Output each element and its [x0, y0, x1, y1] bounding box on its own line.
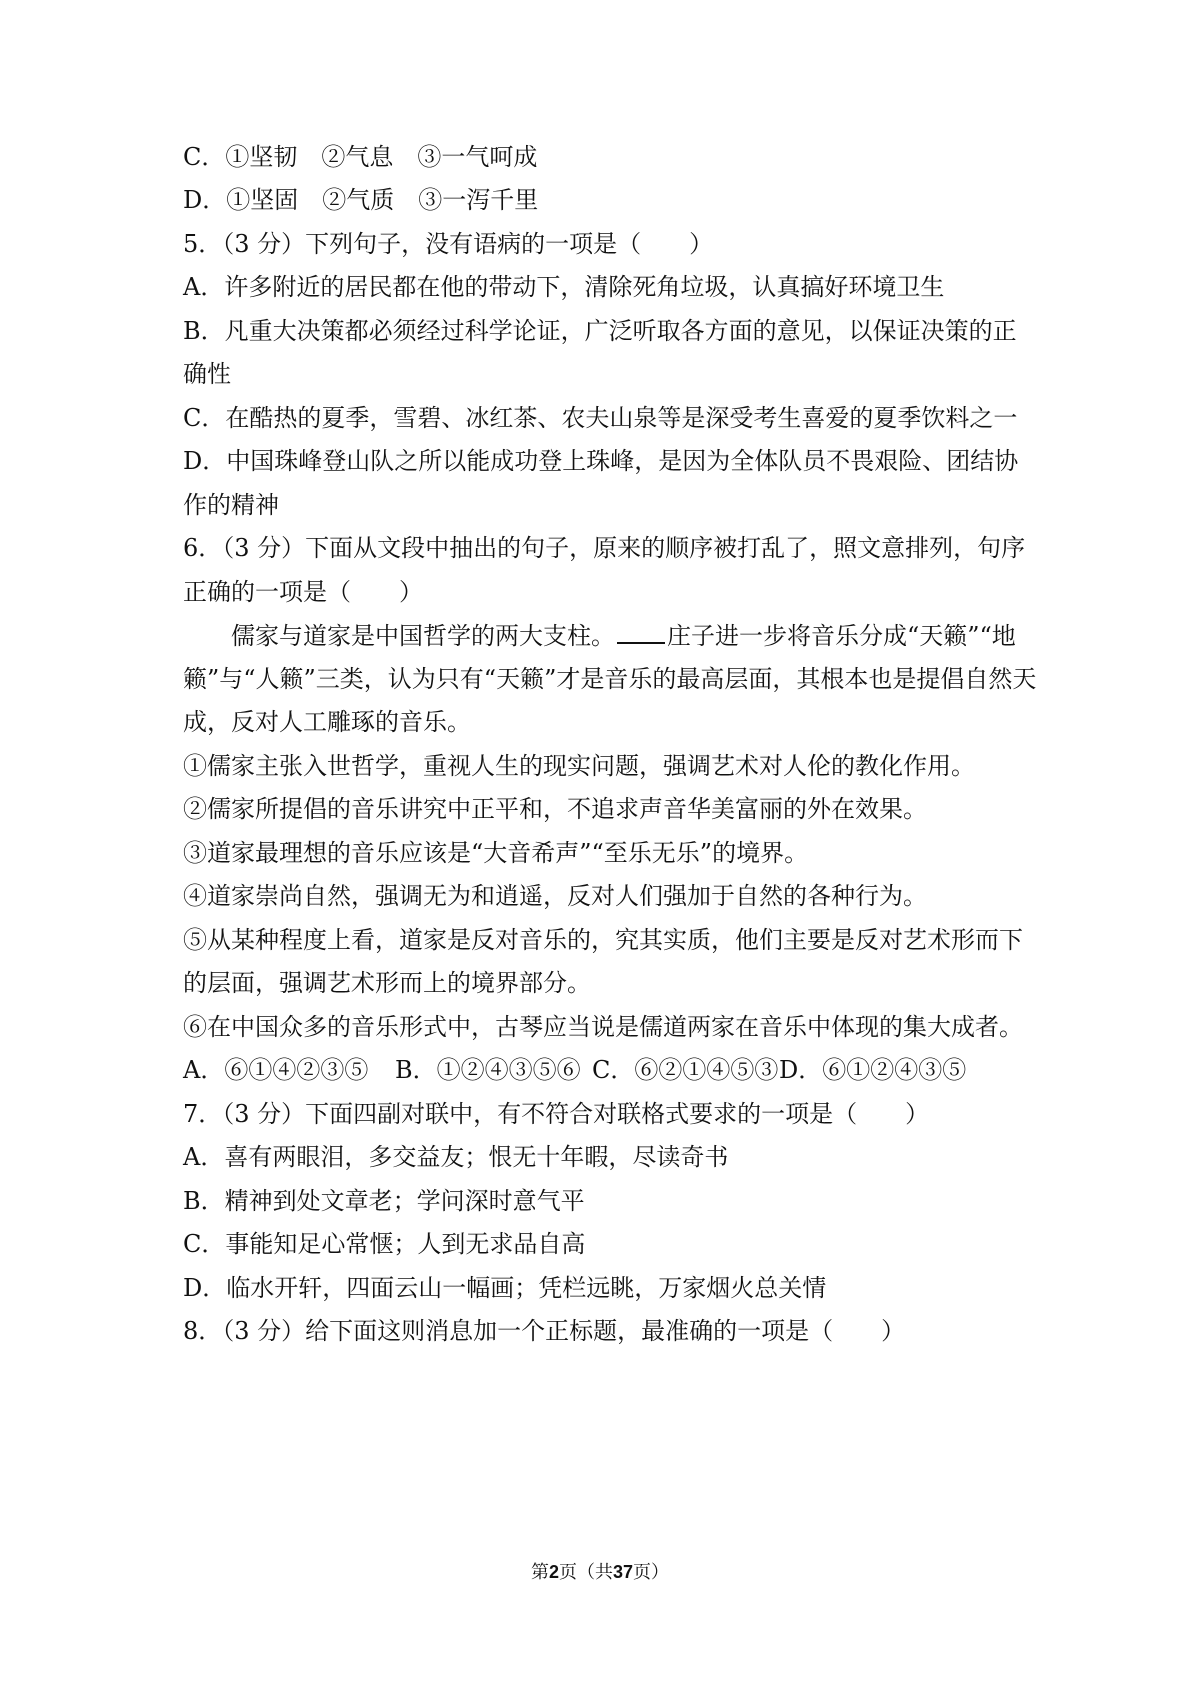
- passage-line-3: 成，反对人工雕琢的音乐。: [183, 708, 471, 736]
- q6-option-d: D．⑥①②④③⑤: [779, 1056, 967, 1084]
- footer-middle: 页（共: [558, 1562, 613, 1583]
- passage-line-1: [231, 620, 1016, 651]
- q8-stem: 8．（3 分）给下面这则消息加一个正标题，最准确的一项是（ ）: [183, 1317, 906, 1345]
- q7-option-a: A．喜有两眼泪，多交益友；恨无十年暇，尽读奇书: [183, 1143, 729, 1171]
- q5-option-b: B．凡重大决策都必须经过科学论证，广泛听取各方面的意见，以保证决策的正: [183, 317, 1017, 345]
- sentence-6: ⑥在中国众多的音乐形式中，古琴应当说是儒道两家在音乐中体现的集大成者。: [183, 1013, 1023, 1041]
- q5-option-a: A．许多附近的居民都在他的带动下，清除死角垃圾，认真搞好环境卫生: [183, 273, 945, 301]
- answer-blank: [617, 620, 665, 644]
- total-page-count: 37: [612, 1562, 634, 1582]
- q4-option-d: D．①坚固 ②气质 ③一泻千里: [183, 186, 539, 214]
- passage-line-2: 籁”与“人籁”三类，认为只有“天籁”才是音乐的最高层面，其根本也是提倡自然天: [183, 665, 1037, 693]
- q5-option-d-cont: 作的精神: [183, 491, 279, 519]
- q5-option-b-cont: 确性: [183, 360, 231, 388]
- passage-text-after: 庄子进一步将音乐分成“天籁”“地: [667, 622, 1016, 650]
- q5-option-d: D．中国珠峰登山队之所以能成功登上珠峰，是因为全体队员不畏艰险、团结协: [183, 447, 1019, 475]
- sentence-1: ①儒家主张入世哲学，重视人生的现实问题，强调艺术对人伦的教化作用。: [183, 752, 975, 780]
- q6-stem: 6．（3 分）下面从文段中抽出的句子，原来的顺序被打乱了，照文意排列，句序: [183, 534, 1026, 562]
- q4-option-c: C．①坚韧 ②气息 ③一气呵成: [183, 143, 538, 171]
- current-page-number: 2: [548, 1562, 559, 1582]
- q7-option-b: B．精神到处文章老；学问深时意气平: [183, 1187, 585, 1215]
- footer-suffix: 页）: [633, 1562, 670, 1583]
- q7-stem: 7．（3 分）下面四副对联中，有不符合对联格式要求的一项是（ ）: [183, 1100, 930, 1128]
- sentence-3: ③道家最理想的音乐应该是“大音希声”“至乐无乐”的境界。: [183, 839, 809, 867]
- q6-stem-cont: 正确的一项是（ ）: [183, 578, 423, 606]
- q6-option-c: C．⑥②①④⑤③: [592, 1056, 779, 1084]
- sentence-4: ④道家崇尚自然，强调无为和逍遥，反对人们强加于自然的各种行为。: [183, 882, 927, 910]
- sentence-5: ⑤从某种程度上看，道家是反对音乐的，究其实质，他们主要是反对艺术形而下: [183, 926, 1023, 954]
- sentence-2: ②儒家所提倡的音乐讲究中正平和，不追求声音华美富丽的外在效果。: [183, 795, 927, 823]
- q5-option-c: C．在酷热的夏季，雪碧、冰红茶、农夫山泉等是深受考生喜爱的夏季饮料之一: [183, 404, 1018, 432]
- q7-option-d: D．临水开轩，四面云山一幅画；凭栏远眺，万家烟火总关情: [183, 1274, 827, 1302]
- page-footer: [0, 1560, 1200, 1585]
- q5-stem: 5．（3 分）下列句子，没有语病的一项是（ ）: [183, 230, 714, 258]
- q6-options: [183, 1055, 966, 1085]
- q6-option-a: A．⑥①④②③⑤: [183, 1056, 369, 1084]
- sentence-5-cont: 的层面，强调艺术形而上的境界部分。: [183, 969, 591, 997]
- footer-prefix: 第: [530, 1562, 549, 1583]
- passage-text-before: 儒家与道家是中国哲学的两大支柱。: [231, 622, 615, 650]
- q7-option-c: C．事能知足心常惬；人到无求品自高: [183, 1230, 586, 1258]
- q6-option-b: B．①②④③⑤⑥: [395, 1056, 581, 1084]
